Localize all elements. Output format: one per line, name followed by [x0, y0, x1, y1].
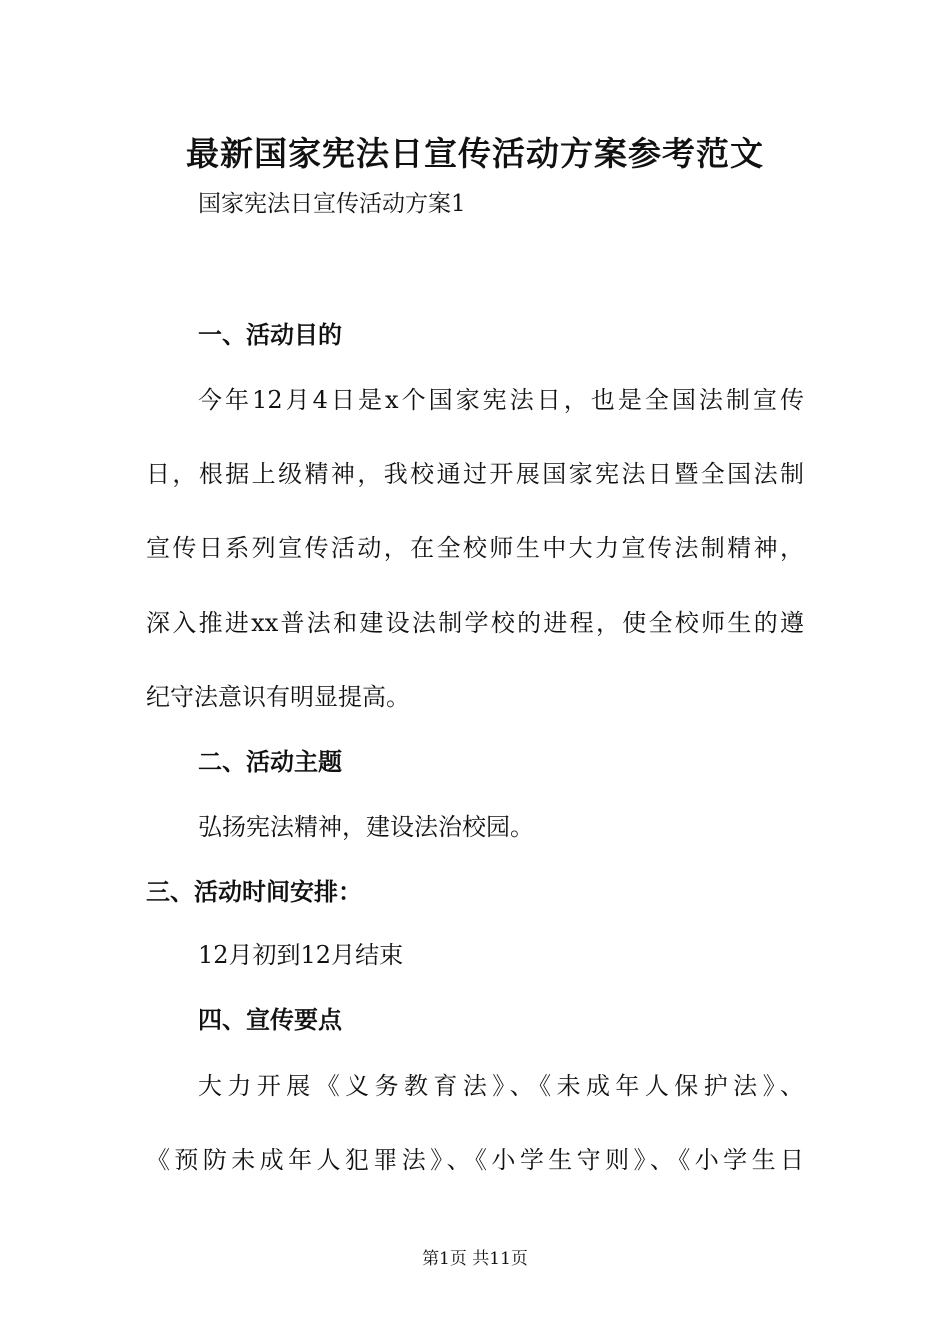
paragraph-line: 日，根据上级精神，我校通过开展国家宪法日暨全国法制	[146, 460, 804, 488]
document-title: 最新国家宪法日宣传活动方案参考范文	[186, 134, 764, 173]
section-heading-theme: 二、活动主题	[198, 748, 342, 776]
paragraph-line: 今年12月4日是x个国家宪法日，也是全国法制宣传	[198, 386, 804, 414]
section-heading-key-points: 四、宣传要点	[198, 1006, 342, 1034]
schedule-text: 12月初到12月结束	[198, 941, 404, 969]
theme-text: 弘扬宪法精神，建设法治校园。	[198, 813, 534, 841]
page-footer: 第1页 共11页	[422, 1249, 528, 1269]
paragraph-line: 《预防未成年人犯罪法》、《小学生守则》、《小学生日	[146, 1146, 804, 1174]
paragraph-line: 大力开展《义务教育法》、《未成年人保护法》、	[198, 1072, 804, 1100]
paragraph-line: 深入推进xx普法和建设法制学校的进程，使全校师生的遵	[146, 609, 804, 637]
document-subtitle: 国家宪法日宣传活动方案1	[198, 191, 466, 217]
paragraph-line: 纪守法意识有明显提高。	[146, 683, 410, 711]
section-heading-purpose: 一、活动目的	[198, 321, 342, 349]
section-heading-schedule: 三、活动时间安排：	[146, 878, 362, 906]
paragraph-line: 宣传日系列宣传活动，在全校师生中大力宣传法制精神，	[146, 534, 804, 562]
